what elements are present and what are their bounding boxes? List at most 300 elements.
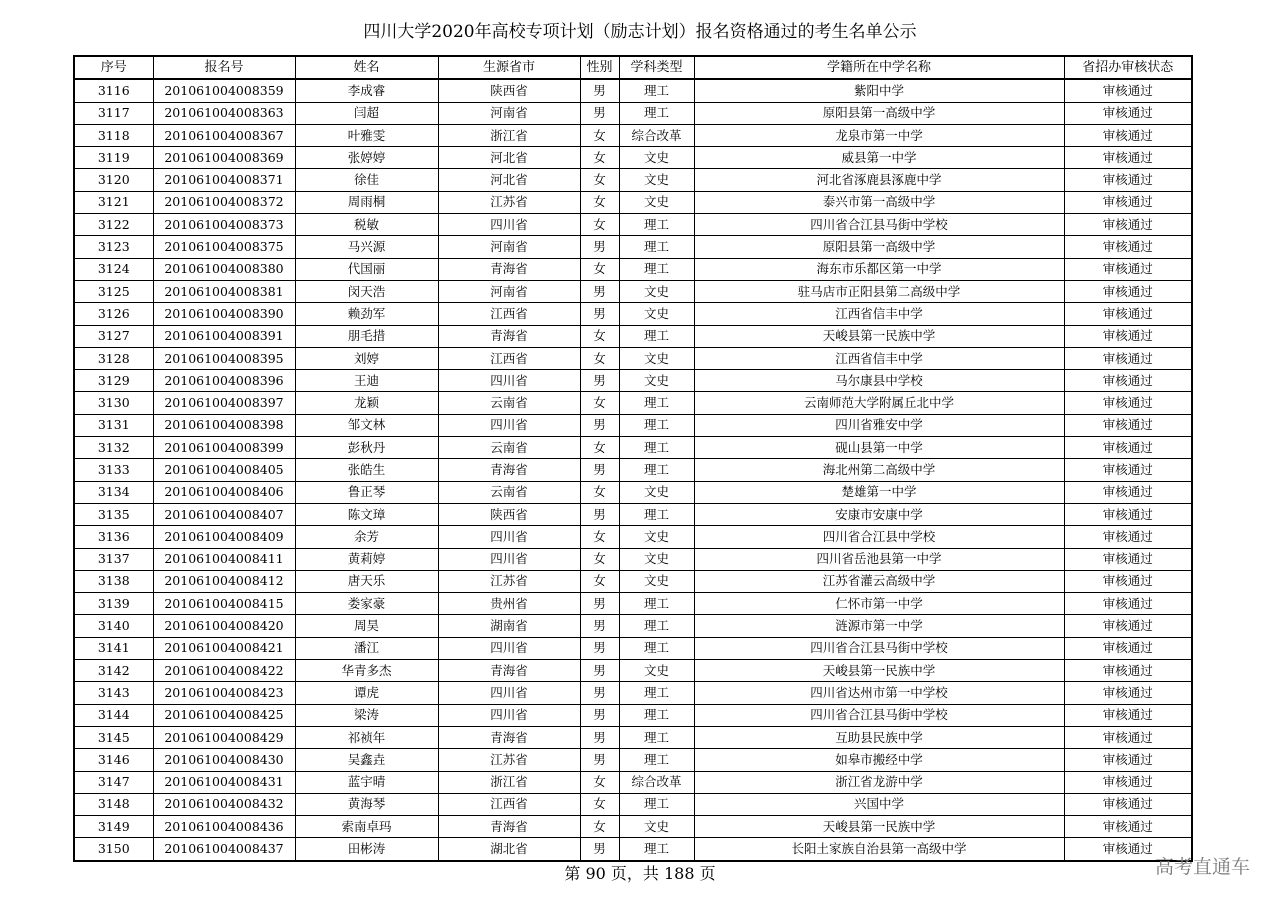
table-row — [74, 771, 1192, 793]
table-row — [74, 191, 1192, 213]
cell-gender: 男 — [580, 660, 619, 682]
cell-reg-no: 201061004008409 — [153, 526, 295, 548]
cell-seq: 3124 — [74, 258, 153, 280]
table-row — [74, 414, 1192, 436]
cell-reg-no: 201061004008367 — [153, 124, 295, 146]
cell-name: 张婷婷 — [295, 147, 438, 169]
cell-status: 审核通过 — [1064, 191, 1192, 213]
cell-school: 如皋市搬经中学 — [694, 749, 1064, 771]
cell-school: 江苏省灌云高级中学 — [694, 570, 1064, 592]
cell-school: 四川省合江县中学校 — [694, 526, 1064, 548]
column-header-status: 省招办审核状态 — [1064, 56, 1192, 79]
cell-reg-no: 201061004008411 — [153, 548, 295, 570]
cell-name: 税敏 — [295, 214, 438, 236]
cell-status: 审核通过 — [1064, 214, 1192, 236]
cell-name: 索南卓玛 — [295, 816, 438, 838]
cell-name: 田彬涛 — [295, 838, 438, 861]
cell-subject: 理工 — [619, 414, 694, 436]
cell-reg-no: 201061004008422 — [153, 660, 295, 682]
cell-province: 青海省 — [438, 258, 580, 280]
cell-seq: 3116 — [74, 79, 153, 102]
cell-province: 河北省 — [438, 169, 580, 191]
cell-province: 四川省 — [438, 370, 580, 392]
cell-school: 江西省信丰中学 — [694, 347, 1064, 369]
cell-subject: 理工 — [619, 214, 694, 236]
cell-school: 四川省合江县马街中学校 — [694, 704, 1064, 726]
cell-school: 海东市乐都区第一中学 — [694, 258, 1064, 280]
cell-status: 审核通过 — [1064, 503, 1192, 525]
cell-name: 周昊 — [295, 615, 438, 637]
cell-gender: 男 — [580, 593, 619, 615]
cell-reg-no: 201061004008396 — [153, 370, 295, 392]
cell-reg-no: 201061004008405 — [153, 459, 295, 481]
cell-province: 四川省 — [438, 414, 580, 436]
cell-seq: 3132 — [74, 437, 153, 459]
table-row — [74, 347, 1192, 369]
table-row — [74, 102, 1192, 124]
cell-subject: 文史 — [619, 191, 694, 213]
cell-gender: 男 — [580, 503, 619, 525]
cell-reg-no: 201061004008359 — [153, 79, 295, 102]
cell-province: 河南省 — [438, 102, 580, 124]
cell-subject: 综合改革 — [619, 771, 694, 793]
cell-subject: 理工 — [619, 236, 694, 258]
cell-subject: 理工 — [619, 749, 694, 771]
cell-name: 余芳 — [295, 526, 438, 548]
cell-name: 叶雅雯 — [295, 124, 438, 146]
cell-school: 泰兴市第一高级中学 — [694, 191, 1064, 213]
cell-province: 四川省 — [438, 682, 580, 704]
cell-subject: 文史 — [619, 370, 694, 392]
cell-seq: 3138 — [74, 570, 153, 592]
table-row — [74, 124, 1192, 146]
cell-reg-no: 201061004008436 — [153, 816, 295, 838]
cell-province: 青海省 — [438, 459, 580, 481]
cell-gender: 女 — [580, 325, 619, 347]
cell-province: 江西省 — [438, 347, 580, 369]
table-row — [74, 214, 1192, 236]
cell-gender: 女 — [580, 437, 619, 459]
cell-name: 潘江 — [295, 637, 438, 659]
cell-reg-no: 201061004008412 — [153, 570, 295, 592]
cell-subject: 理工 — [619, 793, 694, 815]
cell-province: 湖北省 — [438, 838, 580, 861]
cell-gender: 女 — [580, 214, 619, 236]
cell-status: 审核通过 — [1064, 526, 1192, 548]
cell-gender: 男 — [580, 414, 619, 436]
table-row — [74, 682, 1192, 704]
cell-school: 原阳县第一高级中学 — [694, 236, 1064, 258]
cell-status: 审核通过 — [1064, 370, 1192, 392]
table-row — [74, 79, 1192, 102]
cell-gender: 男 — [580, 280, 619, 302]
cell-gender: 女 — [580, 258, 619, 280]
cell-reg-no: 201061004008397 — [153, 392, 295, 414]
cell-gender: 男 — [580, 102, 619, 124]
column-header-gender: 性别 — [580, 56, 619, 79]
cell-subject: 理工 — [619, 704, 694, 726]
cell-gender: 女 — [580, 124, 619, 146]
cell-status: 审核通过 — [1064, 392, 1192, 414]
cell-status: 审核通过 — [1064, 459, 1192, 481]
cell-status: 审核通过 — [1064, 481, 1192, 503]
cell-province: 湖南省 — [438, 615, 580, 637]
cell-gender: 女 — [580, 347, 619, 369]
cell-reg-no: 201061004008390 — [153, 303, 295, 325]
table-row — [74, 726, 1192, 748]
cell-province: 云南省 — [438, 392, 580, 414]
cell-subject: 理工 — [619, 593, 694, 615]
cell-school: 天峻县第一民族中学 — [694, 816, 1064, 838]
table-row — [74, 258, 1192, 280]
cell-subject: 综合改革 — [619, 124, 694, 146]
cell-reg-no: 201061004008437 — [153, 838, 295, 861]
cell-name: 朋毛措 — [295, 325, 438, 347]
cell-name: 吴鑫垚 — [295, 749, 438, 771]
column-header-seq: 序号 — [74, 56, 153, 79]
table-row — [74, 147, 1192, 169]
cell-status: 审核通过 — [1064, 258, 1192, 280]
cell-seq: 3119 — [74, 147, 153, 169]
cell-subject: 理工 — [619, 437, 694, 459]
cell-subject: 理工 — [619, 682, 694, 704]
cell-gender: 男 — [580, 704, 619, 726]
cell-gender: 女 — [580, 147, 619, 169]
cell-school: 四川省雅安中学 — [694, 414, 1064, 436]
cell-subject: 文史 — [619, 816, 694, 838]
cell-subject: 文史 — [619, 481, 694, 503]
cell-status: 审核通过 — [1064, 414, 1192, 436]
cell-subject: 理工 — [619, 258, 694, 280]
cell-reg-no: 201061004008431 — [153, 771, 295, 793]
column-header-subject: 学科类型 — [619, 56, 694, 79]
cell-name: 张皓生 — [295, 459, 438, 481]
candidate-table — [73, 55, 1193, 862]
cell-subject: 理工 — [619, 392, 694, 414]
cell-name: 刘婷 — [295, 347, 438, 369]
cell-subject: 文史 — [619, 147, 694, 169]
cell-reg-no: 201061004008395 — [153, 347, 295, 369]
cell-seq: 3136 — [74, 526, 153, 548]
cell-province: 四川省 — [438, 704, 580, 726]
cell-school: 天峻县第一民族中学 — [694, 325, 1064, 347]
cell-gender: 女 — [580, 191, 619, 213]
table-row — [74, 459, 1192, 481]
cell-province: 云南省 — [438, 481, 580, 503]
cell-subject: 理工 — [619, 325, 694, 347]
cell-status: 审核通过 — [1064, 169, 1192, 191]
cell-seq: 3123 — [74, 236, 153, 258]
cell-name: 马兴源 — [295, 236, 438, 258]
cell-seq: 3144 — [74, 704, 153, 726]
cell-province: 浙江省 — [438, 771, 580, 793]
cell-name: 陈文璋 — [295, 503, 438, 525]
table-row — [74, 437, 1192, 459]
cell-province: 江苏省 — [438, 749, 580, 771]
cell-subject: 文史 — [619, 660, 694, 682]
cell-status: 审核通过 — [1064, 147, 1192, 169]
cell-status: 审核通过 — [1064, 236, 1192, 258]
cell-province: 四川省 — [438, 214, 580, 236]
cell-status: 审核通过 — [1064, 838, 1192, 861]
cell-reg-no: 201061004008371 — [153, 169, 295, 191]
cell-gender: 男 — [580, 79, 619, 102]
cell-seq: 3139 — [74, 593, 153, 615]
cell-gender: 女 — [580, 481, 619, 503]
cell-name: 蓝宇晴 — [295, 771, 438, 793]
cell-province: 陕西省 — [438, 503, 580, 525]
cell-gender: 女 — [580, 793, 619, 815]
cell-reg-no: 201061004008399 — [153, 437, 295, 459]
cell-gender: 女 — [580, 771, 619, 793]
cell-name: 鲁正琴 — [295, 481, 438, 503]
table-row — [74, 660, 1192, 682]
page-number: 第 90 页，共 188 页 — [564, 864, 716, 883]
cell-name: 邹文林 — [295, 414, 438, 436]
cell-province: 河北省 — [438, 147, 580, 169]
table-row — [74, 548, 1192, 570]
cell-subject: 理工 — [619, 102, 694, 124]
cell-province: 陕西省 — [438, 79, 580, 102]
cell-province: 江苏省 — [438, 570, 580, 592]
cell-subject: 文史 — [619, 169, 694, 191]
cell-seq: 3135 — [74, 503, 153, 525]
cell-reg-no: 201061004008381 — [153, 280, 295, 302]
cell-school: 砚山县第一中学 — [694, 437, 1064, 459]
table-body — [74, 79, 1192, 860]
cell-name: 谭虎 — [295, 682, 438, 704]
cell-reg-no: 201061004008363 — [153, 102, 295, 124]
cell-name: 黄海琴 — [295, 793, 438, 815]
cell-seq: 3125 — [74, 280, 153, 302]
cell-name: 唐天乐 — [295, 570, 438, 592]
cell-province: 四川省 — [438, 637, 580, 659]
cell-seq: 3147 — [74, 771, 153, 793]
cell-name: 祁祯年 — [295, 726, 438, 748]
cell-province: 四川省 — [438, 548, 580, 570]
cell-gender: 男 — [580, 236, 619, 258]
cell-status: 审核通过 — [1064, 749, 1192, 771]
cell-school: 云南师范大学附属丘北中学 — [694, 392, 1064, 414]
cell-seq: 3148 — [74, 793, 153, 815]
cell-seq: 3121 — [74, 191, 153, 213]
cell-reg-no: 201061004008391 — [153, 325, 295, 347]
page-title: 四川大学2020年高校专项计划（励志计划）报名资格通过的考生名单公示 — [363, 22, 917, 42]
cell-status: 审核通过 — [1064, 682, 1192, 704]
cell-subject: 文史 — [619, 570, 694, 592]
table-row — [74, 392, 1192, 414]
cell-gender: 男 — [580, 838, 619, 861]
cell-subject: 文史 — [619, 526, 694, 548]
table-row — [74, 481, 1192, 503]
cell-gender: 女 — [580, 392, 619, 414]
cell-province: 河南省 — [438, 236, 580, 258]
table-row — [74, 370, 1192, 392]
cell-reg-no: 201061004008372 — [153, 191, 295, 213]
cell-reg-no: 201061004008415 — [153, 593, 295, 615]
table-row — [74, 704, 1192, 726]
cell-subject: 理工 — [619, 79, 694, 102]
cell-gender: 女 — [580, 816, 619, 838]
cell-gender: 男 — [580, 726, 619, 748]
cell-seq: 3137 — [74, 548, 153, 570]
table-row — [74, 838, 1192, 861]
cell-reg-no: 201061004008425 — [153, 704, 295, 726]
cell-name: 闫超 — [295, 102, 438, 124]
cell-school: 天峻县第一民族中学 — [694, 660, 1064, 682]
cell-school: 仁怀市第一中学 — [694, 593, 1064, 615]
table-row — [74, 503, 1192, 525]
cell-province: 江苏省 — [438, 191, 580, 213]
cell-status: 审核通过 — [1064, 593, 1192, 615]
cell-seq: 3143 — [74, 682, 153, 704]
cell-school: 龙泉市第一中学 — [694, 124, 1064, 146]
cell-school: 马尔康县中学校 — [694, 370, 1064, 392]
cell-school: 四川省合江县马街中学校 — [694, 637, 1064, 659]
cell-seq: 3140 — [74, 615, 153, 637]
cell-province: 青海省 — [438, 816, 580, 838]
cell-gender: 男 — [580, 303, 619, 325]
cell-subject: 理工 — [619, 615, 694, 637]
table-row — [74, 169, 1192, 191]
cell-seq: 3130 — [74, 392, 153, 414]
cell-school: 江西省信丰中学 — [694, 303, 1064, 325]
cell-seq: 3131 — [74, 414, 153, 436]
table-row — [74, 615, 1192, 637]
cell-subject: 理工 — [619, 726, 694, 748]
cell-name: 娄家豪 — [295, 593, 438, 615]
cell-seq: 3134 — [74, 481, 153, 503]
cell-seq: 3141 — [74, 637, 153, 659]
cell-status: 审核通过 — [1064, 615, 1192, 637]
cell-status: 审核通过 — [1064, 325, 1192, 347]
cell-school: 四川省达州市第一中学校 — [694, 682, 1064, 704]
table-header — [74, 56, 1192, 79]
cell-status: 审核通过 — [1064, 726, 1192, 748]
cell-status: 审核通过 — [1064, 704, 1192, 726]
cell-status: 审核通过 — [1064, 280, 1192, 302]
cell-gender: 男 — [580, 370, 619, 392]
table-row — [74, 303, 1192, 325]
cell-reg-no: 201061004008406 — [153, 481, 295, 503]
table-row — [74, 325, 1192, 347]
cell-province: 青海省 — [438, 325, 580, 347]
cell-gender: 女 — [580, 526, 619, 548]
cell-province: 四川省 — [438, 526, 580, 548]
cell-school: 威县第一中学 — [694, 147, 1064, 169]
cell-seq: 3149 — [74, 816, 153, 838]
cell-reg-no: 201061004008380 — [153, 258, 295, 280]
cell-status: 审核通过 — [1064, 548, 1192, 570]
cell-status: 审核通过 — [1064, 570, 1192, 592]
cell-status: 审核通过 — [1064, 660, 1192, 682]
cell-status: 审核通过 — [1064, 102, 1192, 124]
cell-status: 审核通过 — [1064, 79, 1192, 102]
table-row — [74, 749, 1192, 771]
table-row — [74, 637, 1192, 659]
cell-seq: 3127 — [74, 325, 153, 347]
cell-gender: 男 — [580, 637, 619, 659]
cell-school: 兴国中学 — [694, 793, 1064, 815]
cell-school: 楚雄第一中学 — [694, 481, 1064, 503]
cell-school: 安康市安康中学 — [694, 503, 1064, 525]
cell-province: 江西省 — [438, 303, 580, 325]
cell-seq: 3122 — [74, 214, 153, 236]
cell-status: 审核通过 — [1064, 793, 1192, 815]
column-header-province: 生源省市 — [438, 56, 580, 79]
cell-school: 涟源市第一中学 — [694, 615, 1064, 637]
cell-name: 李成睿 — [295, 79, 438, 102]
cell-province: 青海省 — [438, 660, 580, 682]
cell-seq: 3142 — [74, 660, 153, 682]
cell-name: 黄莉婷 — [295, 548, 438, 570]
cell-status: 审核通过 — [1064, 816, 1192, 838]
cell-gender: 女 — [580, 548, 619, 570]
cell-name: 代国丽 — [295, 258, 438, 280]
cell-reg-no: 201061004008398 — [153, 414, 295, 436]
cell-seq: 3117 — [74, 102, 153, 124]
cell-status: 审核通过 — [1064, 437, 1192, 459]
cell-subject: 理工 — [619, 838, 694, 861]
cell-reg-no: 201061004008432 — [153, 793, 295, 815]
cell-gender: 男 — [580, 459, 619, 481]
cell-reg-no: 201061004008420 — [153, 615, 295, 637]
cell-name: 徐佳 — [295, 169, 438, 191]
cell-province: 云南省 — [438, 437, 580, 459]
cell-gender: 男 — [580, 682, 619, 704]
cell-gender: 女 — [580, 570, 619, 592]
cell-status: 审核通过 — [1064, 771, 1192, 793]
cell-name: 周雨桐 — [295, 191, 438, 213]
cell-seq: 3118 — [74, 124, 153, 146]
cell-name: 华青多杰 — [295, 660, 438, 682]
cell-school: 驻马店市正阳县第二高级中学 — [694, 280, 1064, 302]
cell-gender: 女 — [580, 169, 619, 191]
cell-seq: 3128 — [74, 347, 153, 369]
cell-subject: 理工 — [619, 637, 694, 659]
cell-subject: 文史 — [619, 280, 694, 302]
header-row — [74, 56, 1192, 79]
column-header-name: 姓名 — [295, 56, 438, 79]
cell-name: 赖劲军 — [295, 303, 438, 325]
cell-status: 审核通过 — [1064, 347, 1192, 369]
cell-school: 互助县民族中学 — [694, 726, 1064, 748]
cell-school: 原阳县第一高级中学 — [694, 102, 1064, 124]
cell-subject: 文史 — [619, 548, 694, 570]
cell-subject: 文史 — [619, 347, 694, 369]
cell-seq: 3146 — [74, 749, 153, 771]
cell-seq: 3145 — [74, 726, 153, 748]
cell-school: 浙江省龙游中学 — [694, 771, 1064, 793]
cell-seq: 3129 — [74, 370, 153, 392]
table-row — [74, 280, 1192, 302]
table-row — [74, 570, 1192, 592]
cell-province: 青海省 — [438, 726, 580, 748]
cell-subject: 文史 — [619, 303, 694, 325]
cell-seq: 3126 — [74, 303, 153, 325]
table-row — [74, 793, 1192, 815]
cell-province: 江西省 — [438, 793, 580, 815]
cell-school: 紫阳中学 — [694, 79, 1064, 102]
cell-school: 四川省合江县马街中学校 — [694, 214, 1064, 236]
cell-seq: 3133 — [74, 459, 153, 481]
cell-name: 梁涛 — [295, 704, 438, 726]
cell-province: 浙江省 — [438, 124, 580, 146]
cell-gender: 男 — [580, 749, 619, 771]
cell-subject: 理工 — [619, 503, 694, 525]
cell-status: 审核通过 — [1064, 303, 1192, 325]
cell-province: 贵州省 — [438, 593, 580, 615]
